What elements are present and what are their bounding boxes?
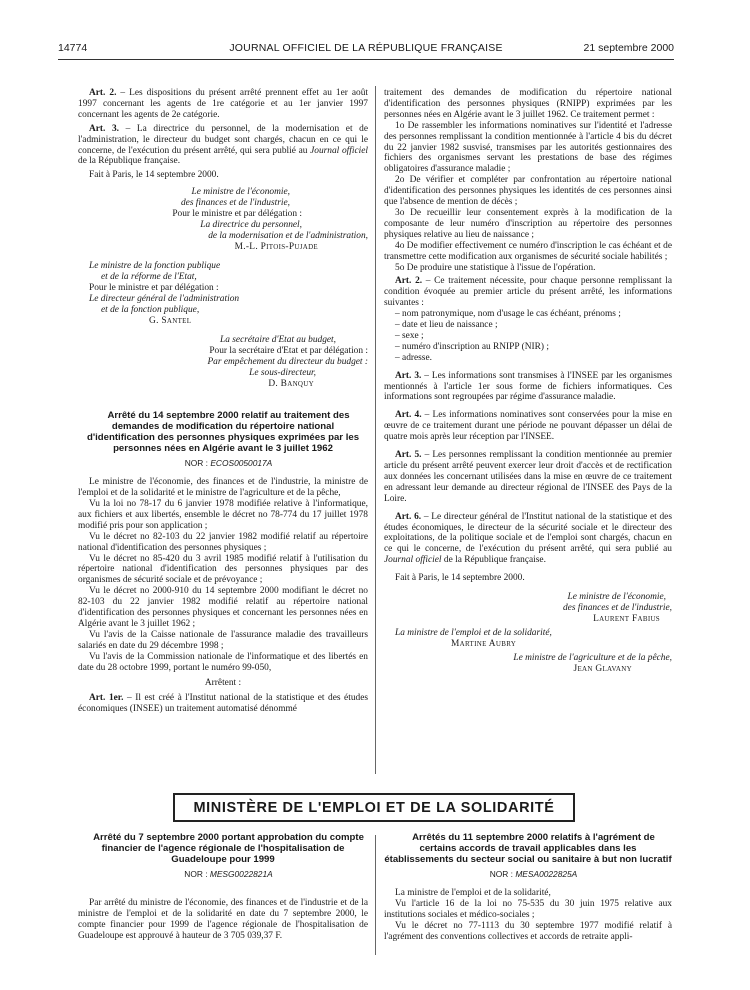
item-1: 1o De rassembler les informations nominatives sur l'identité et l'adresse des personnes remplissant la condition mentionnée à l'article 4 bis du décret du 22 janvier 1982 susvisé, transmises par les autorités gestionnaires des fichiers des organismes servant les prestations de base des régimes obligatoires d'assurance maladie ;	[384, 120, 672, 175]
fait-a-paris-right: Fait à Paris, le 14 septembre 2000.	[395, 573, 525, 584]
visa-cnam: Vu l'avis de la Caisse nationale de l'assurance maladie des travailleurs salariés en date du 29 décembre 1998 ;	[78, 629, 368, 651]
item-3: 3o De recueillir leur consentement exprès à la modification de la composante de leur numéro d'inscription au répertoire des personnes physiques relative au lieu de naissance ;	[384, 207, 672, 240]
visa-decret-77-1113: Vu le décret no 77-1113 du 30 septembre 1977 modifié relatif à l'agrément des conventions collectives et accords de retraite appli-	[384, 920, 672, 942]
visa-loi-75-535: Vu l'article 16 de la loi no 75-535 du 30 juin 1975 relative aux institutions sociales et médico-sociales ;	[384, 898, 672, 920]
item-4: 4o De modifier effectivement ce numéro d'inscription le cas échéant et de transmettre cette modification aux organismes de sécurité sociale habilités ;	[384, 240, 672, 262]
item-2: 2o De vérifier et compléter par confrontation au répertoire national d'identification des personnes physiques les identités de ces personnes ainsi que l'absence de mention de décès ;	[384, 175, 672, 208]
visa-decret-2000-910: Vu le décret no 2000-910 du 14 septembre 2000 modifiant le décret no 82-103 du 22 janvier 1982 modifié relatif au répertoire national d'identification des personnes physiques et concernant les personnes nées en Algérie avant le 3 juillet 1962 ;	[78, 586, 368, 629]
article-4-right: Art. 4. – Les informations nominatives sont conservées pour la mise en œuvre de ce traitement durant une période ne pouvant dépasser un délai de quatre mois après leur réception par l'INSEE.	[384, 410, 673, 443]
visa-cnil: Vu l'avis de la Commission nationale de l'informatique et des libertés en date du 28 octobre 1999, portant le numéro 99-050,	[78, 651, 368, 673]
ministre-line: La ministre de l'emploi et de la solidarité,	[395, 887, 551, 898]
article-2: Art. 2. – Les dispositions du présent arrêté prennent effet au 1er août 1997 concernant les agents de 1re catégorie et au 1er janvier 1997 concernant les agents de 2e catégorie.	[78, 88, 368, 120]
header-rule	[58, 59, 674, 60]
list-item: – adresse.	[395, 352, 432, 363]
signature-block-1: Le ministre de l'économie, des finances et de l'industrie, Pour le ministre et par délégation : La directrice du personnel, de la modernisation et de l'administration, M.-L. Pitois-Pujade	[172, 187, 368, 253]
arretes-agrement	[384, 832, 672, 942]
article-5-right: Art. 5. – Les personnes remplissant la condition mentionnée au premier article du présent arrêté peuvent exercer leur droit d'accès et de rectification aux données les concernant utilisées dans la mise en œuvre de ce traitement en adressant leur demande au directeur régional de l'INSEE des Pays de la Loire.	[384, 450, 672, 504]
arrete-guadeloupe	[78, 832, 368, 942]
continuation-text: traitement des demandes de modification du répertoire national d'identification des personnes physiques (RNIPP) exprimées par les personnes nées en Algérie avant le 3 juillet 1962. Ce traitement permet :	[384, 88, 672, 120]
nor-reference: NOR : MESA0022825A	[489, 869, 578, 879]
fait-a-paris: Fait à Paris, le 14 septembre 2000.	[89, 170, 219, 181]
nor-reference: NOR : MESG0022821A	[184, 869, 273, 879]
list-item: – date et lieu de naissance ;	[395, 320, 498, 331]
article-2-right: Art. 2. – Ce traitement nécessite, pour chaque personne remplissant la condition évoquée au premier article du présent arrêté, les informations suivantes :	[384, 276, 672, 309]
list-item: – numéro d'inscription au RNIPP (NIR) ;	[395, 341, 549, 352]
visa-decret-82-103: Vu le décret no 82-103 du 22 janvier 1982 modifié relatif au répertoire national d'identification des personnes physiques ;	[78, 531, 368, 553]
article-3: Art. 3. – La directrice du personnel, de la modernisation et de l'administration, le directeur du budget sont chargés, chacun en ce qui le concerne, de l'exécution du présent arrêté, qui sera publié au Journal officiel de la République française.	[78, 123, 368, 167]
signature-block-3: La secrétaire d'Etat au budget, Pour la secrétaire d'Etat et par délégation : Par empêchement du directeur du budget : Le sous-directeur, D. Banquy	[207, 335, 368, 390]
left-column	[78, 88, 368, 715]
signature-block-2: Le ministre de la fonction publique et de la réforme de l'Etat, Pour le ministre et par délégation : Le directeur général de l'administration et de la fonction publique, G. Santel	[89, 261, 240, 327]
ministry-banner	[173, 793, 575, 822]
column-divider-bottom	[375, 835, 376, 955]
item-5: 5o De produire une statistique à l'issue de l'opération.	[395, 262, 596, 273]
visa-ministers: Le ministre de l'économie, des finances et de l'industrie, la ministre de l'emploi et de la solidarité et le ministre de l'agriculture et de la pêche,	[78, 477, 368, 499]
ministry-title: MINISTÈRE DE L'EMPLOI ET DE LA SOLIDARITÉ	[193, 799, 555, 816]
journal-title: JOURNAL OFFICIEL DE LA RÉPUBLIQUE FRANÇAISE	[229, 42, 503, 54]
article-3-right: Art. 3. – Les informations sont transmises à l'INSEE par les organismes mentionnés à l'article 1er sous forme de fichiers informatiques. Ces informations sont regroupées par régime d'assurance maladie.	[384, 370, 672, 403]
arrete-title: Arrêtés du 11 septembre 2000 relatifs à l'agrément de certains accords de travail applicables dans les établissements du secteur social ou sanitaire à but non lucratif	[384, 832, 672, 865]
visa-loi-78-17: Vu la loi no 78-17 du 6 janvier 1978 modifiée relative à l'informatique, aux fichiers et aux libertés, ensemble le décret no 78-774 du 17 juillet 1978 modifié pris pour son application ;	[78, 498, 368, 531]
article-6-right: Art. 6. – Le directeur général de l'Institut national de la statistique et des études économiques, le directeur de la sécurité sociale et le directeur des exploitations, de la politique sociale et de l'emploi sont chargés, chacun en ce qui le concerne, de l'exécution du présent arrêté, qui sera publié au Journal officiel de la République française.	[384, 511, 672, 566]
nor-reference: NOR : ECOS0050017A	[184, 458, 273, 469]
arrete-title: Arrêté du 7 septembre 2000 portant approbation du compte financier de l'agence régionale de l'hospitalisation de Guadeloupe pour 1999	[93, 832, 364, 865]
visa-decret-85-420: Vu le décret no 85-420 du 3 avril 1985 modifié relatif à l'utilisation du répertoire national d'identification des personnes physiques par des organismes de sécurité sociale et de prévoyance ;	[78, 553, 368, 586]
list-item: – nom patronymique, nom d'usage le cas échéant, prénoms ;	[395, 309, 621, 320]
signatures-right: Le ministre de l'économie, des finances et de l'industrie, Laurent Fabius La ministre de l'emploi et de la solidarité, Martine Aubry Le ministre de l'agriculture et de la pêche, Jean Glavany	[395, 592, 672, 675]
arretent: Arrêtent :	[204, 678, 242, 689]
right-column	[384, 88, 672, 675]
arrete-ecos	[78, 410, 368, 715]
page-header	[58, 42, 674, 56]
list-item: – sexe ;	[395, 330, 424, 341]
column-divider-top	[375, 86, 376, 774]
issue-date: 21 septembre 2000	[583, 42, 674, 54]
arrete-body: Par arrêté du ministre de l'économie, des finances et de l'industrie et de la ministre de l'emploi et de la solidarité en date du 7 septembre 2000, le compte financier pour 1999 de l'agence régionale de l'hospitalisation de Guadeloupe est approuvé à hauteur de 3 705 039,37 F.	[78, 897, 368, 941]
article-1er: Art. 1er. – Il est créé à l'Institut national de la statistique et des études économiques (INSEE) un traitement automatisé dénommé	[78, 693, 368, 715]
page-number: 14774	[58, 42, 88, 54]
arrete-title: Arrêté du 14 septembre 2000 relatif au traitement des demandes de modification du répertoire national d'identification des personnes physiques exprimées par les personnes nées en Algérie avant le 3 juillet 1962	[86, 410, 360, 455]
